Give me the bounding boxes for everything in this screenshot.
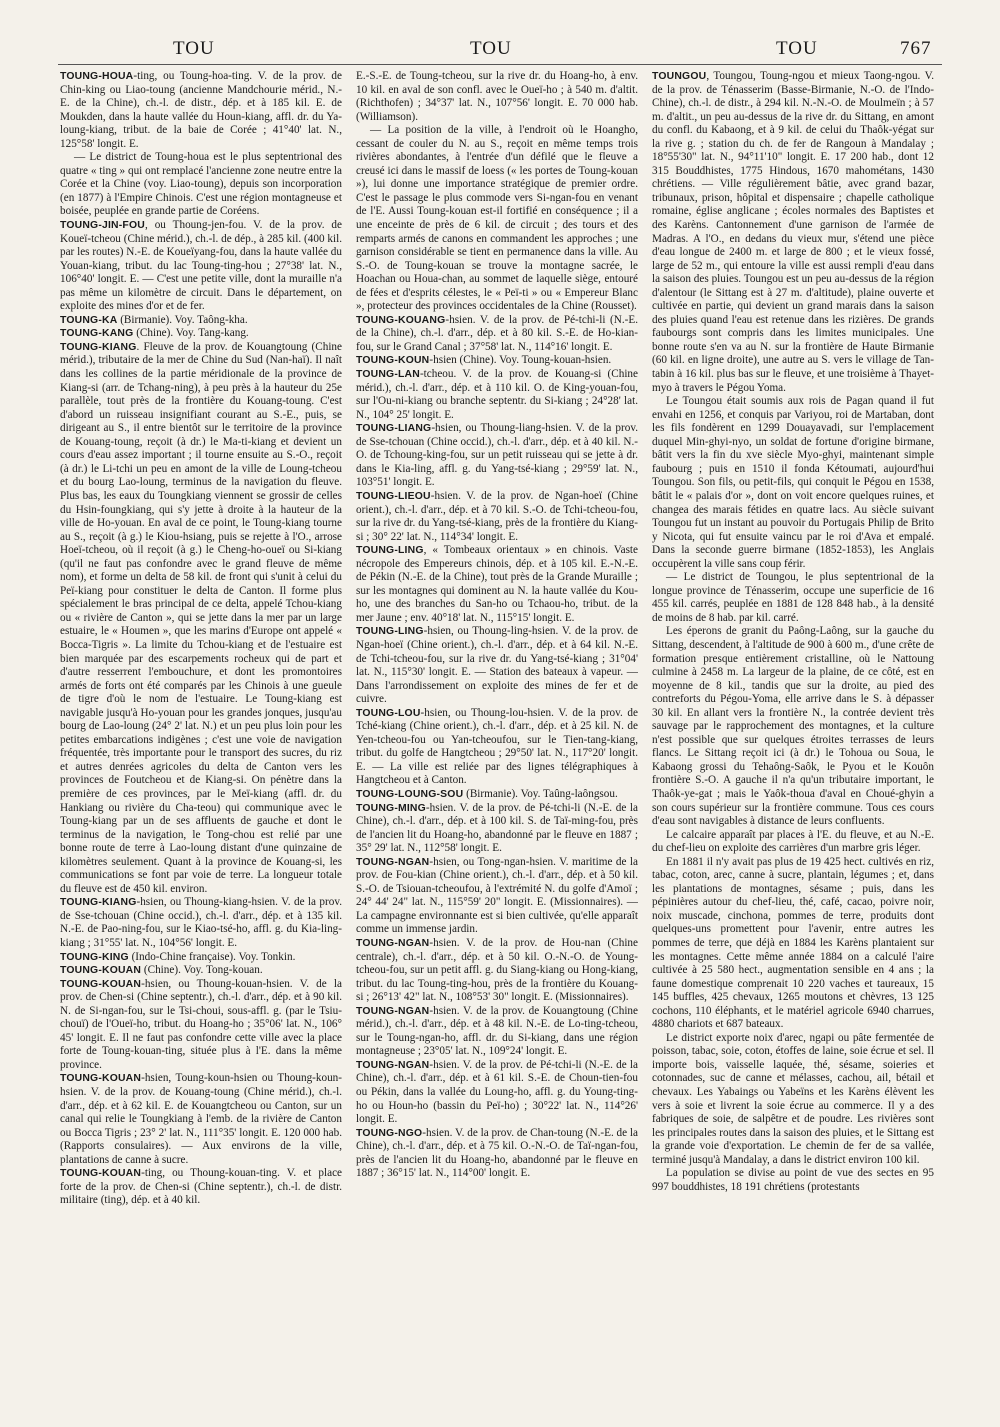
dictionary-entry <box>356 544 638 625</box>
running-header <box>0 38 1000 62</box>
entry-headword: TOUNG-MING <box>356 802 426 814</box>
dictionary-entry <box>356 354 638 368</box>
entry-headword: TOUNG-KANG <box>60 328 134 340</box>
entry-text: -ting, ou Thoung-kouan-ting. V. et place forte de la prov. de Chen-si (Chine septentr.), ch.-l. de distr. militaire (ting), dép. et à 40 kil. <box>60 1167 342 1207</box>
entry-text: En 1881 il n'y avait pas plus de 19 425 hect. cultivés en riz, tabac, coton, arec, canne à sucre, plantain, légumes ; et, dans les plantations de montagnes, sésame ; puis, dans les pépinières autour du chef-lieu, thé, café, cacao, poivre noir, noix muscade, cinchona, pommes de terre, produits dont quelques-uns promettent pour l'avenir, entre autres les pommes de terre, que déjà en 1884 les Karèns plantaient sur les montagnes. Cette même année 1884 on a calculé l'aire cultivée à 25 580 hect., augmentation sensible en 4 ans ; la faune domestique comprenait 10 220 vaches et taureaux, 15 145 buffles, 425 chevaux, 1265 moutons et chèvres, 13 125 cochons, 110 éléphants, et le matériel agricole 6940 charrues, 4880 chariots et 687 bateaux. <box>652 855 934 1031</box>
dictionary-entry <box>652 70 934 395</box>
dictionary-entry <box>356 856 638 937</box>
entry-text: Le calcaire apparaît par places à l'E. du fleuve, et au N.-E. du chef-lieu on exploite des carrières d'un marbre gris léger. <box>652 828 934 855</box>
entry-text: -hsien, ou Tong-ngan-hsien. V. maritime de la prov. de Fou-kian (Chine orient.), ch.-l. d'arr., dép. et à 50 kil. S.-O. de Tsiouan-tcheoufou, à l'extrémité N. du golfe d'Amoï ; 24° 44' 24" lat. N., 115°59' 20" longit. E. (Missionnaires). — La campagne environnante est si bien cultivée, qu'elle apparaît comme un immense jardin. <box>356 855 638 936</box>
entry-headword: TOUNG-KOUN <box>356 355 430 367</box>
entry-headword: TOUNG-KING <box>60 951 129 963</box>
entry-paragraph <box>356 124 638 314</box>
entry-text: — Le district de Toung-houa est le plus septentrional des quatre « ting » qui ont remplacé l'ancienne zone neutre entre la Corée et la Chine (voy. Liao-toung), depuis son incorporation (en 1877) à l'Empire Chinois. C'est une région montagneuse et boisée, peuplée en grande partie de Coréens. <box>60 151 342 218</box>
entry-text: -hsien. V. de la prov. de Pé-tchi-li (N.-E. de la Chine), ch.-l. d'arr., dép. et à 100 kil. S. de Taï-ming-fou, près de l'ancien lit du Hoang-ho, abandonné par le fleuve en 1887 ; 35° 29' lat. N., 112°58' longit. E. <box>356 801 638 855</box>
dictionary-entry <box>60 219 342 314</box>
entry-text: (Birmanie). Voy. Taûng-laôngsou. <box>463 787 618 800</box>
entry-headword: TOUNG-KOUAN <box>60 978 142 990</box>
column-2 <box>356 70 638 1410</box>
entry-text: -hsien. V. de la prov. de Ngan-hoeï (Chine orient.), ch.-l. d'arr., dép. et à 70 kil. S.-O. de Tchi-tcheou-fou, sur la rive dr. du Yang-tsé-kiang, près de la frontière du Kiang-si ; 30° 22' lat. N., 114°34' longit. E. <box>356 489 638 543</box>
entry-paragraph <box>652 395 934 571</box>
entry-text: — Le district de Toungou, le plus septentrional de la longue province de Ténasserim, occupe une superficie de 16 455 kil. carrés, peuplée en 1881 de 128 848 hab., à la densité de moins de 8 hab. par kil. carré. <box>652 571 934 624</box>
dictionary-entry <box>60 1072 342 1167</box>
column-3 <box>652 70 934 1410</box>
entry-text: — La position de la ville, à l'endroit où le Hoangho, cessant de couler du N. au S., reçoit en même temps trois rivières abondantes, à l'entrée d'un défilé que le fleuve a creusé ici dans le massif de loess (« les portes de Toung-kouan »), lui donne une importance stratégique de premier ordre. C'est le passage le plus commode vers Si-ngan-fou en venant de l'E. Aussi Toung-kouan est-il fortifié en conséquence ; il a une enceinte de près de 6 kil. de circuit ; des tours et des remparts armés de canons en commandent les approches ; une garnison considérable se tient en permanence dans la ville. Au S.-O. de Toung-kouan se trouve la montagne sacrée, le Hoachan ou Houa-chan, au sommet de laquelle siège, entouré de fées et d'esprits célestes, le « Peï-ti » ou « Empereur Blanc », protecteur des provinces occidentales de la Chine (Rousset). <box>356 124 638 313</box>
entry-text: (Indo-Chine française). Voy. Tonkin. <box>128 950 296 963</box>
dictionary-entry <box>60 951 342 965</box>
column-1 <box>60 70 342 1410</box>
entry-text: E.-S.-E. de Toung-tcheou, sur la rive dr. du Hoang-ho, à env. 10 kil. en aval de son confl. avec le Oueï-ho ; à 540 m. d'altit. (Richthofen) ; 34°37' lat. N., 107°56' longit. E. 70 000 hab. (Williamson). <box>356 70 638 123</box>
dictionary-entry <box>356 802 638 856</box>
entry-text: -hsien. V. de la prov. de Chan-toung (N.-E. de la Chine), ch.-l. d'arr., dép. et à 75 kil. O.-N.-O. de Taï-ngan-fou, près de l'ancien lit du Hoang-ho, abandonné par le fleuve en 1887 ; 36°15' lat. N., 114°00' longit. E. <box>356 1126 638 1180</box>
dictionary-entry <box>356 788 638 802</box>
entry-headword: TOUNG-LING <box>356 626 424 638</box>
dictionary-entry <box>356 1059 638 1127</box>
entry-text: -tcheou. V. de la prov. de Kouang-si (Chine mérid.), ch.-l. d'arr., dép. et à 110 kil. O. de King-youan-fou, sur l'Ou-ni-kiang ou branche septentr. du Si-kiang ; 24°28' lat. N., 104° 25' longit. E. <box>356 368 638 421</box>
entry-paragraph <box>652 856 934 1032</box>
entry-text: -hsien. V. de la prov. de Pé-tchi-li (N.-E. de la Chine), ch.-l. d'arr., dép. et à 80 kil. S.-E. de Ho-kian-fou, sur le Grand Canal ; 37°58' lat. N., 114°16' longit. E. <box>356 313 638 353</box>
entry-headword: TOUNG-NGAN <box>356 856 430 868</box>
entry-paragraph <box>652 1032 934 1167</box>
dictionary-entry <box>356 707 638 788</box>
dictionary-entry <box>356 368 638 422</box>
entry-text: Les éperons de granit du Paông-Laông, sur la gauche du Sittang, descendent, à l'altitude de 900 à 600 m., d'une crête de formation presque entièrement cristalline, où le Nattoung culmine à 2458 m. La largeur de la plaine, de ce côté, est en moyenne de 8 kil., tandis que sur la droite, au pied des contreforts du Pégou-Yoma, elle arrive dans le S. à dépasser 30 kil. En allant vers la frontière N., la contrée devient très sauvage par le rapprochement des montagnes, et la culture n'est possible que sur quelques étroites terrasses de leurs flancs. Le Sittang reçoit ici (à dr.) le Tohoua ou Soua, le Kabaong grossi du Tehaông-Saôk, le Pyou et le Kouôn frontière S.-O. A gauche il n'a qu'un tributaire important, le Thaôk-ye-gat ; mais le Yaôk-thoua d'aval en Choué-ghyin a son cours supérieur sur la frontière commune. Tous ces cours d'eau sont navigables à distance de leurs confluents. <box>652 625 934 828</box>
dictionary-entry <box>356 422 638 490</box>
entry-headword: TOUNG-LING <box>356 545 424 557</box>
header-center: TOU <box>470 38 512 59</box>
dictionary-entry <box>60 314 342 328</box>
entry-headword: TOUNG-KA <box>60 314 118 326</box>
entry-headword: TOUNG-JIN-FOU <box>60 220 145 232</box>
dictionary-entry <box>356 314 638 355</box>
entry-paragraph <box>652 1167 934 1194</box>
entry-text: (Chine). Voy. Tang-kang. <box>133 327 249 340</box>
entry-headword: TOUNG-LOUNG-SOU <box>356 788 464 800</box>
entry-headword: TOUNG-NGAN <box>356 1059 430 1071</box>
entry-text: -hsien, Toung-koun-hsien ou Thoung-koun-hsien. V. de la prov. de Kouang-toung (Chine mérid.), ch.-l. d'arr., dép. et à 62 kil. E. de Kouangtcheou ou Canton, sur un canal qui relie le Toungkiang à l'emb. de la rivière de Canton ou Bocca Tigris ; 23° 2' lat. N., 111°35' longit. E. 120 000 hab. (Rapports consulaires). — Aux environs de la ville, plantations de canne à sucre. <box>60 1072 342 1166</box>
header-left: TOU <box>173 38 215 59</box>
entry-paragraph <box>652 625 934 828</box>
entry-headword: TOUNG-KIANG <box>60 341 137 353</box>
entry-text: -hsien, ou Thoung-kiang-hsien. V. de la prov. de Sse-tchouan (Chine occid.), ch.-l. d'arr., dép. et à 135 kil. N.-E. de Pao-ning-fou, sur le Kiao-tsé-ho, affl. g. du Kia-ling-kiang ; 31°55' lat. N., 104°56' longit. E. <box>60 896 342 949</box>
entry-text: Le Toungou était soumis aux rois de Pagan quand il fut envahi en 1256, et conquis par Variyou, roi de Martaban, dont les fils fondèrent en 1299 Douayavadi, sur l'emplacement duquel Min-ghyi-nyo, un soldat de fortune d'origine birmane, bâtit vers la fin du xve siècle Myo-ghyi, maintenant simple faubourg ; puis en 1510 il fonda Kétoumati, aujourd'hui Toungou. Son fils, ou petit-fils, qui conquit le Pégou en 1538, bâtit le « palais d'or », dont on voit encore quelques ruines, et changea des marais fétides en quatre lacs. Au siècle suivant Toungou fut un instant au pouvoir du Portugais Philip de Brito y Nicota, qui fut ensuite vaincu par le roi d'Ava et empalé. Dans la seconde guerre birmane (1852-1853), les Anglais occupèrent la ville sans coup férir. <box>652 395 934 570</box>
entry-headword: TOUNG-KOUAN <box>60 965 142 977</box>
dictionary-entry <box>60 896 342 950</box>
entry-text: , Toungou, Toung-ngou et mieux Taong-ngou. V. de la prov. de Ténasserim (Basse-Birmanie, N.-O. de l'Indo-Chine), ch.-l. de distr., à 294 kil. N.-N.-O. de Moulmeïn ; à 57 m. d'altit., un peu au-dessus de la rive dr. du Sittang, en amont du confl. du Kabaong, et à 9 kil. de celui du Thaôk-yégat sur la rive g. ; station du ch. de fer de Rangoun à Mandalay ; 18°55'30" lat. N., 94°11'10" longit. E. 17 200 hab., dont 12 315 Bouddhistes, 1775 Hindous, 1670 mahométans, 1430 chrétiens. — Ville régulièrement bâtie, avec grand bazar, tribunaux, prison, hôpital et dispensaire ; chapelle catholique romaine, église anglicane ; écoles normales des Baptistes et des Karèns. Cantonnement d'une garnison de l'armée de Madras. A l'O., en dedans du vieux mur, s'étend une pièce d'eau longue de 2400 m. et large de 800 ; et le vieux fossé, large de 52 m., qui entoure la ville est aussi rempli d'eau dans la saison des pluies. Toungou est un peu au-dessus de la région d'alentour (le Sittang est à 27 m. d'altitude), plaine ouverte et cultivée en partie, qui devient un grand marais dans la saison des pluies quand l'eau est retenue dans les rizières. De grands faubourgs sont compris dans les limites municipales. Une bonne route s'en va au N. sur la frontière de Haute Birmanie (60 kil. en ligne droite), une autre au S. vers le village de Tan-tabin à 16 kil. plus bas sur le fleuve, et une troisième à Thayet-myo à travers le Pégou Yoma. <box>652 70 934 394</box>
entry-text: -hsien, ou Thoung-lou-hsien. V. de la prov. de Tché-kiang (Chine orient.), ch.-l. d'arr., dép. et à 25 kil. N. de Yen-tcheou-fou ou Yan-tcheoufou, sur le Tien-tang-kiang, tribut. du golfe de Hangtcheou ; 29°50' lat. N., 117°20' longit. E. — La ville est reliée par des lignes télégraphiques à Hangtcheou et à Canton. <box>356 706 638 787</box>
entry-headword: TOUNG-KOUAN <box>60 1073 142 1085</box>
dictionary-entry <box>356 1005 638 1059</box>
entry-text: (Birmanie). Voy. Taông-kha. <box>117 313 248 326</box>
entry-paragraph <box>652 571 934 625</box>
entry-headword: TOUNG-NGO <box>356 1127 423 1139</box>
entry-text: La population se divise au point de vue des sectes en 95 997 bouddhistes, 18 191 chrétiens (protestants <box>652 1167 934 1193</box>
entry-headword: TOUNG-HOUA <box>60 71 134 82</box>
dictionary-entry <box>60 978 342 1073</box>
entry-headword: TOUNGOU <box>652 71 707 82</box>
entry-text: (Chine). Voy. Tong-kouan. <box>141 964 263 977</box>
entry-text: -hsien, ou Thoung-kouan-hsien. V. de la prov. de Chen-si (Chine septentr.), ch.-l. d'arr., dép. et à 90 kil. N. de Si-ngan-fou, sur le Tsi-choui, sous-affl. g. (par le Tsiu-chouï) de l'Oueï-ho, tribut. du Hoang-ho ; 35°06' lat. N., 106° 45' longit. E. Il ne faut pas confondre cette ville avec la place forte de Toung-kouan-ting, située plus à l'E. dans la même province. <box>60 977 342 1071</box>
entry-text: -hsien. V. de la prov. de Kouangtoung (Chine mérid.), ch.-l. d'arr., dép. et à 48 kil. N.-E. de Lo-ting-tcheou, sur le Toung-ngan-ho, affl. dr. du Si-kiang, dans une région montagneuse ; 23°05' lat. N., 109°24' longit. E. <box>356 1004 638 1058</box>
header-rule <box>58 64 942 65</box>
entry-headword: TOUNG-KIANG <box>60 897 137 909</box>
dictionary-entry <box>356 1127 638 1181</box>
entry-text: , ou Thoung-jen-fou. V. de la prov. de Koueï-tcheou (Chine mérid.), ch.-l. de dép., à 285 kil. (400 kil. par les routes) N.-E. de Koueïyang-fou, dans la haute vallée du Youan-kiang, tribut. du lac Toung-ting-hou ; 27°38' lat. N., 106°40' longit. E. — C'est une petite ville, dont la muraille n'a pas même un kilomètre de circuit. Dans le département, on exploite des mines d'or et de fer. <box>60 219 342 313</box>
entry-text: -hsien, ou Thoung-liang-hsien. V. de la prov. de Sse-tchouan (Chine occid.), ch.-l. d'arr., dép. et à 40 kil. N.-O. de Tchoung-king-fou, sur un petit ruisseau qui se jette à dr. dans le Kia-ling, affl. g. du Yang-tsé-kiang ; 29°59' lat. N., 103°51' longit. E. <box>356 422 638 489</box>
dictionary-entry <box>356 490 638 544</box>
dictionary-entry <box>60 964 342 978</box>
header-right: TOU <box>776 38 818 59</box>
dictionary-entry <box>356 625 638 706</box>
entry-text: Le district exporte noix d'arec, ngapi ou pâte fermentée de poisson, tabac, soie, coton, étoffes de laine, soie écrue et sel. Il importe bois, vaisselle laquée, thé, sésame, soieries et cotonnades, suc de canne et mélasses, cachou, ail, bétail et chevaux. Les Yabaings ou Yabeïns et les Karèns élèvent les vers à soie et livrent la soie écrue au commerce. Il y a des fabriques de soie, de salpêtre et de poudre. Les rivières sont les principales routes dans la saison des pluies, et le Sittang est la grande voie d'exportation. Le chemin de fer de sa vallée, terminé jusqu'à Mandalay, a dans le district environ 100 kil. <box>652 1031 934 1166</box>
entry-text: -ting, ou Toung-hoa-ting. V. de la prov. de Chin-king ou Liao-toung (ancienne Mandchourie mérid., N.-E. de la Chine), ch.-l. de distr., dép. et à 185 kil. E. de Moukden, dans la haute vallée du Houn-kiang, affl. dr. du Ya-loung-kiang, tribut. de la baie de Corée ; 41°40' lat. N., 125°58' longit. E. <box>60 70 342 150</box>
entry-text: -hsien. V. de la prov. de Hou-nan (Chine centrale), ch.-l. d'arr., dép. et à 50 kil. O.-N.-O. de Young-tcheou-fou, sur un petit affl. g. du Siang-kiang ou Hong-kiang, tribut. du lac Toung-ting-hou, près de la frontière du Kouang-si ; 26°13' 42" lat. N., 108°53' 30" longit. E. (Missionnaires). <box>356 937 638 1004</box>
dictionary-entry <box>60 1167 342 1208</box>
entry-headword: TOUNG-LOU <box>356 707 421 719</box>
page-number: 767 <box>900 38 932 59</box>
dictionary-entry <box>60 70 342 151</box>
entry-paragraph <box>356 70 638 124</box>
entry-paragraph <box>60 151 342 219</box>
dictionary-entry <box>60 327 342 341</box>
entry-paragraph <box>652 829 934 856</box>
entry-text: . Fleuve de la prov. de Kouangtoung (Chine mérid.), tributaire de la mer de Chine du Sud (Nan-haï). Il naît dans les collines de la partie méridionale de la province de Kiang-si (arr. de Tchang-ning), à peu près à la hauteur du 25e parallèle, tout près de la frontière du Kouang-toung. C'est d'abord un ruisseau insignifiant courant au S.-E., puis, se dirigeant au S., il entre bientôt sur le territoire de la province de Kouang-toung, reçoit (à dr.) le Ma-ti-kiang et devient un cours d'eau assez important ; il tourne ensuite au S.-O., reçoit (à dr.) le Li-tchi un peu en amont de la ville de Loung-tcheou et du bourg Lao-loung, terminus de la navigation du fleuve. Plus bas, les eaux du Toungkiang viennent se grossir de celles du Hsin-foungkiang, qui s'y jette à droite à la hauteur de la ville de Ho-youan. En aval de ce point, le Toung-kiang tourne au S., reçoit (à g.) le Kiou-hsiang, puis se rejette à l'O., arrose Hoeï-tcheou, où il reçoit (à g.) le Cheng-ho-oueï ou Si-kiang (qu'il ne faut pas confondre avec le grand fleuve de même nom), et forme un delta de 58 kil. de front qui s'unit à celui du Peï-kiang pour constituer le delta de Canton. Il forme plus spécialement le bras principal de ce delta, appelé Tchou-kiang ou « rivière de Canton », qui se jette dans la mer par un large estuaire, le « Houmen », que les marins d'Europe ont appelé « Bocca-Tigris ». La limite du Tchou-kiang et de l'estuaire est bien marquée par des escarpements rocheux qui de part et d'autre resserrent l'embouchure, et dont les promontoires armés de forts ont été comparés par les Chinois à une gueule de tigre d'où le nom de l'estuaire. Le Toung-kiang est navigable jusqu'à Ho-youan pour les grandes jonques, jusqu'au bourg de Lao-loung (24° 2' lat. N.) et un peu plus loin pour les petites embarcations indigènes ; c'est une voie de navigation fréquentée, très importante pour le transport des sucres, du riz et autres denrées agricoles du delta de Canton vers les provinces de Foutcheou et de Kiang-si. On pénètre dans la première de ces provinces, par le Meï-kiang (affl. dr. du Hankiang ou rivière du Cha-teou) qui communique avec le Toung-kiang par un de ses affluents de gauche et dont le terminus de la navigation, le Tong-chou est relié par une bonne route de terre à Lao-loung distant d'une quinzaine de kilomètres seulement. Quant à la province de Kouang-si, les communications se font par voie de terre. La longueur totale du fleuve est de 450 kil. environ. <box>60 340 342 895</box>
dictionary-entry <box>356 937 638 1005</box>
entry-headword: TOUNG-KOUANG <box>356 314 446 326</box>
entry-text: -hsien, ou Thoung-ling-hsien. V. de la prov. de Ngan-hoeï (Chine orient.), ch.-l. d'arr., dép. et à 64 kil. N.-E. de Tchi-tcheou-fou, sur la rive dr. du Yang-tsé-kiang ; 31°04' lat. N., 115°30' longit. E. — Station des bateaux à vapeur. — Dans l'arrondissement on exploite des mines de fer et de cuivre. <box>356 625 638 706</box>
entry-text: -hsien (Chine). Voy. Toung-kouan-hsien. <box>429 354 612 367</box>
entry-headword: TOUNG-LAN <box>356 369 420 381</box>
entry-text: , « Tombeaux orientaux » en chinois. Vaste nécropole des Empereurs chinois, dép. et à 105 kil. E.-N.-E. de Pékin (N.-E. de la Chine), tout près de la Grande Muraille ; sur les montagnes qui dominent au N. la haute vallée du Kou-ho, une des branches du San-ho ou Tchaou-ho, tribut. de la mer Jaune ; env. 40°18' lat. N., 115°15' longit. E. <box>356 544 638 624</box>
entry-headword: TOUNG-NGAN <box>356 1005 430 1017</box>
entry-headword: TOUNG-LIANG <box>356 423 432 435</box>
entry-text: -hsien. V. de la prov. de Pé-tchi-li (N.-E. de la Chine), ch.-l. d'arr., dép. et à 61 kil. S.-E. de Choun-tien-fou ou Pékin, dans la vallée du Loung-ho, affl. g. du Young-ting-ho ou Houn-ho (bassin du Peï-ho) ; 30°22' lat. N., 114°26' longit. E. <box>356 1058 638 1126</box>
entry-headword: TOUNG-LIEOU <box>356 490 431 502</box>
dictionary-entry <box>60 341 342 896</box>
entry-headword: TOUNG-NGAN <box>356 938 430 949</box>
entry-headword: TOUNG-KOUAN <box>60 1168 142 1180</box>
